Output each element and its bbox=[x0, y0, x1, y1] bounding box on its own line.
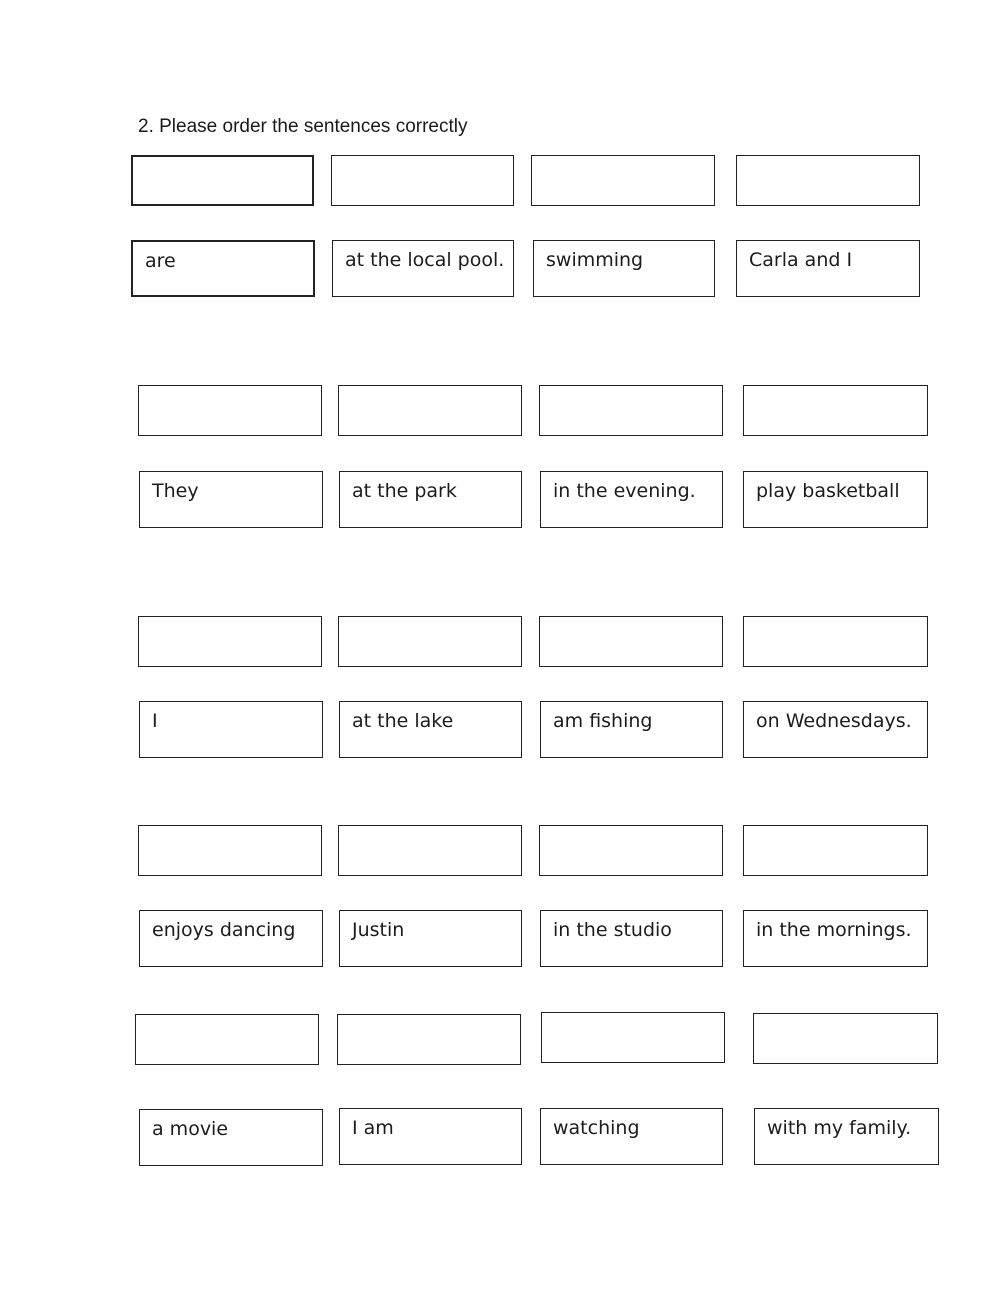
word-tile-label: with my family. bbox=[767, 1117, 912, 1139]
answer-slot-2[interactable] bbox=[338, 385, 522, 436]
word-tile-label: in the studio bbox=[553, 919, 672, 941]
word-tile[interactable] bbox=[339, 1108, 522, 1165]
word-tile[interactable] bbox=[339, 471, 522, 528]
answer-slot-1[interactable] bbox=[138, 825, 322, 876]
word-tile-label: Carla and I bbox=[749, 249, 853, 271]
answer-slot-1[interactable] bbox=[138, 385, 322, 436]
word-tile[interactable] bbox=[339, 701, 522, 758]
word-tile[interactable] bbox=[540, 701, 723, 758]
answer-slot-3[interactable] bbox=[541, 1012, 725, 1063]
word-tile[interactable] bbox=[743, 910, 928, 967]
word-tile[interactable] bbox=[540, 471, 723, 528]
answer-slot-2[interactable] bbox=[338, 616, 522, 667]
word-tile-label: watching bbox=[553, 1117, 640, 1139]
word-tile[interactable] bbox=[736, 240, 920, 297]
answer-slot-1[interactable] bbox=[135, 1014, 319, 1065]
word-tile-label: I bbox=[152, 710, 158, 732]
word-tile-label: at the local pool. bbox=[345, 249, 505, 271]
word-tile-label: enjoys dancing bbox=[152, 919, 296, 941]
answer-slot-4[interactable] bbox=[753, 1013, 938, 1064]
word-tile-label: at the park bbox=[352, 480, 457, 502]
word-tile-label: in the evening. bbox=[553, 480, 696, 502]
answer-slot-2[interactable] bbox=[337, 1014, 521, 1065]
answer-slot-3[interactable] bbox=[539, 616, 723, 667]
word-tile[interactable] bbox=[339, 910, 522, 967]
word-tile-label: swimming bbox=[546, 249, 644, 271]
answer-slot-3[interactable] bbox=[539, 385, 723, 436]
answer-slot-4[interactable] bbox=[743, 616, 928, 667]
answer-slot-1[interactable] bbox=[138, 616, 322, 667]
answer-slot-3[interactable] bbox=[531, 155, 715, 206]
word-tile-label: are bbox=[145, 250, 176, 272]
answer-slot-3[interactable] bbox=[539, 825, 723, 876]
word-tile[interactable] bbox=[754, 1108, 939, 1165]
answer-slot-2[interactable] bbox=[338, 825, 522, 876]
word-tile-label: in the mornings. bbox=[756, 919, 912, 941]
word-tile[interactable] bbox=[743, 471, 928, 528]
word-tile-label: They bbox=[152, 480, 199, 502]
word-tile[interactable] bbox=[139, 701, 323, 758]
word-tile[interactable] bbox=[131, 240, 315, 297]
word-tile[interactable] bbox=[332, 240, 514, 297]
word-tile-label: Justin bbox=[352, 919, 405, 941]
answer-slot-4[interactable] bbox=[743, 385, 928, 436]
word-tile[interactable] bbox=[139, 471, 323, 528]
instruction-text: 2. Please order the sentences correctly bbox=[138, 116, 468, 137]
word-tile-label: on Wednesdays. bbox=[756, 710, 912, 732]
word-tile[interactable] bbox=[139, 1109, 323, 1166]
answer-slot-2[interactable] bbox=[331, 155, 514, 206]
word-tile-label: at the lake bbox=[352, 710, 454, 732]
answer-slot-4[interactable] bbox=[736, 155, 920, 206]
word-tile-label: play basketball bbox=[756, 480, 900, 502]
word-tile-label: a movie bbox=[152, 1118, 229, 1140]
word-tile[interactable] bbox=[139, 910, 323, 967]
answer-slot-1[interactable] bbox=[131, 155, 314, 206]
word-tile[interactable] bbox=[533, 240, 715, 297]
word-tile[interactable] bbox=[540, 910, 723, 967]
word-tile-label: I am bbox=[352, 1117, 394, 1139]
word-tile[interactable] bbox=[743, 701, 928, 758]
answer-slot-4[interactable] bbox=[743, 825, 928, 876]
word-tile-label: am fishing bbox=[553, 710, 653, 732]
word-tile[interactable] bbox=[540, 1108, 723, 1165]
